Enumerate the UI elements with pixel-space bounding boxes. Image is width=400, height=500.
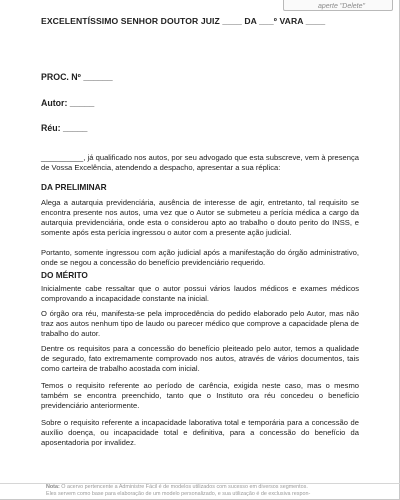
- footer-line-1: O acervo pertencente a Administre Fácil é de modelos utilizados com sucesso em diversos segmentos.: [61, 484, 308, 490]
- preliminar-paragraph-1: Alega a autarquia previdenciária, ausência de interesse de agir, entretanto, tal requisito se encontra presente nos autos, uma vez que o Autor se submeteu a perícia médica a cargo da autarquia previdenciária, onde esta o considerou apto ao trabalho o douto perito do INSS, e somente após esta perícia ingressou o autor com a presente ação judicial.: [41, 198, 359, 238]
- preliminar-paragraph-2: Portanto, somente ingressou com ação judicial após a manifestação do órgão administrativo, onde se negou a concessão do benefício previdenciário requerido.: [41, 248, 359, 268]
- merito-paragraph-2: O órgão ora réu, manifesta-se pela improcedência do pedido elaborado pelo Autor, mas não traz aos autos nenhum tipo de laudo ou parecer médico que comprove a capacidade plena de trabalho do autor.: [41, 309, 359, 339]
- footer-line-2: Eles servem como base para elaboração de um modelo personalizado, e sua utilização é de exclusiva respon-: [46, 491, 311, 497]
- hint-line-2: aperte "Delete": [318, 3, 365, 10]
- merito-paragraph-5: Sobre o requisito referente a incapacidade laborativa total e temporária para a concessão de auxílio doença, ou incapacidade total e definitiva, para a concessão do benefício da aposentadoria por invalidez.: [41, 418, 359, 448]
- footer-label: Nota:: [46, 484, 60, 490]
- section-title-merito: DO MÉRITO: [41, 270, 88, 280]
- merito-paragraph-3: Dentre os requisitos para a concessão do benefício pleiteado pelo autor, temos a qualidade de segurado, fato extremamente comprovado nos autos, através de vários documentos, tais como carteira de trabalho acostada com inicial.: [41, 344, 359, 374]
- field-proc: PROC. Nº ______: [41, 72, 113, 82]
- footer-note: [46, 484, 386, 498]
- merito-paragraph-1: Inicialmente cabe ressaltar que o autor possui vários laudos médicos e exames médicos comprovando a incapacidade constante na inicial.: [41, 284, 359, 304]
- field-autor: Autor: _____: [41, 98, 95, 108]
- field-reu: Réu: _____: [41, 123, 88, 133]
- delete-hint-box: [283, 0, 393, 11]
- intro-paragraph: __________, já qualificado nos autos, por seu advogado que esta subscreve, vem à presença de Vossa Excelência, atendendo a despacho, apresentar a sua réplica:: [41, 153, 359, 173]
- hint-line-1: [318, 0, 364, 1]
- document-heading: EXCELENTÍSSIMO SENHOR DOUTOR JUIZ ____ DA ___º VARA ____: [41, 16, 326, 26]
- section-title-preliminar: DA PRELIMINAR: [41, 182, 107, 192]
- merito-paragraph-4: Temos o requisito referente ao período de carência, exigida neste caso, mas o mesmo também se encontra preenchido, tanto que o Instituto ora réu concedeu o benefício previdenciário anteriormente.: [41, 381, 359, 411]
